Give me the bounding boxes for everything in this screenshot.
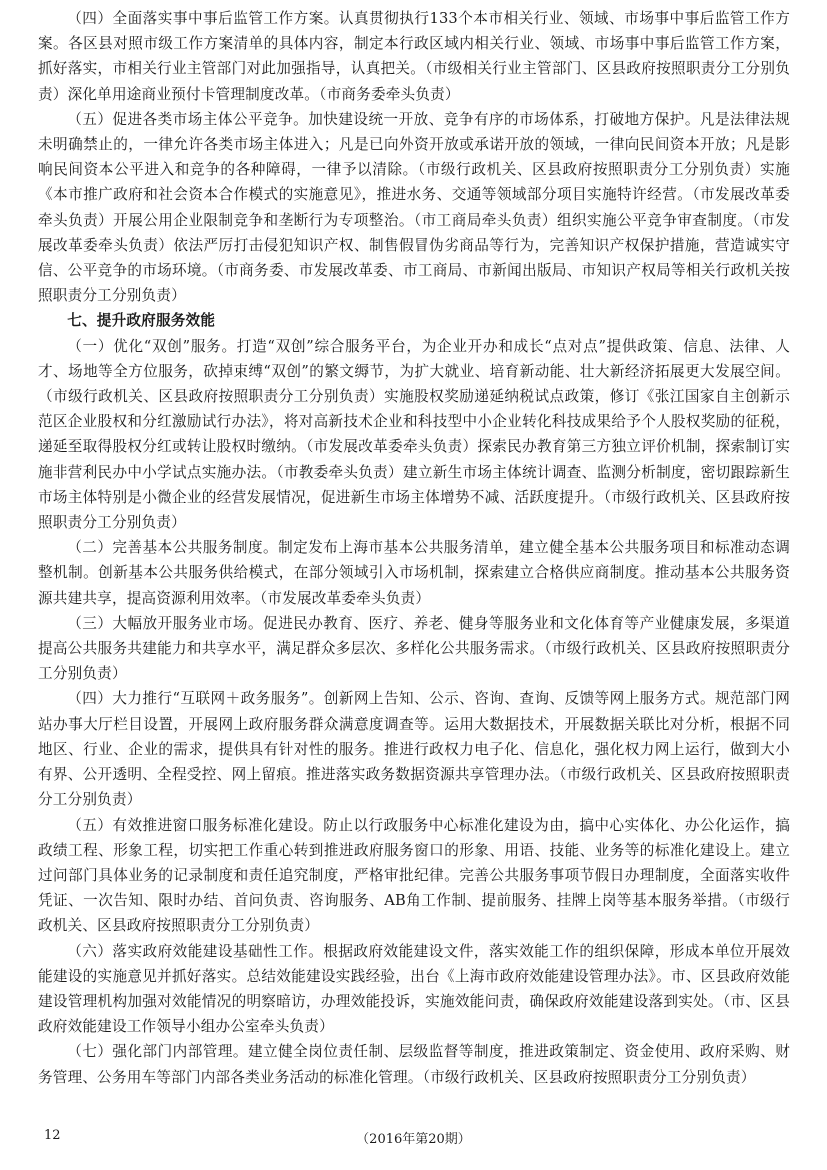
paragraph-internal-management: （七）强化部门内部管理。建立健全岗位责任制、层级监督等制度，推进政策制定、资金使用、政府采购、财务管理、公务用车等部门内部各类业务活动的标准化管理。（市级行政机关、区县政府按照职责分工分别负责） xyxy=(38,1043,790,1086)
document-page xyxy=(38,6,790,1090)
paragraph-public-service-system: （二）完善基本公共服务制度。制定发布上海市基本公共服务清单，建立健全基本公共服务项目和标准动态调整机制。创新基本公共服务供给模式，在部分领域引入市场机制，探索建立合格供应商制度。推动基本公共服务资源共建共享，提高资源利用效率。（市发展改革委牵头负责） xyxy=(38,539,790,607)
paragraph-internet-government: （四）大力推行“互联网＋政务服务”。创新网上告知、公示、咨询、查询、反馈等网上服务方式。规范部门网站办事大厅栏目设置，开展网上政府服务群众满意度调查等。运用大数据技术，开展数据关联比对分析，根据不同地区、行业、企业的需求，提供具有针对性的服务。推进行政权力电子化、信息化，强化权力网上运行，做到大小有界、公开透明、全程受控、网上留痕。推进落实政务数据资源共享管理办法。（市级行政机关、区县政府按照职责分工分别负责） xyxy=(38,690,790,809)
page-footer xyxy=(0,1128,827,1152)
paragraph-oversight-plan: （四）全面落实事中事后监管工作方案。认真贯彻执行133个本市相关行业、领域、市场事中事后监管工作方案。各区县对照市级工作方案清单的具体内容，制定本行政区域内相关行业、领域、市场事中事后监管工作方案，抓好落实，市相关行业主管部门对此加强指导，认真把关。（市级相关行业主管部门、区县政府按照职责分工分别负责）深化单用途商业预付卡管理制度改革。（市商务委牵头负责） xyxy=(38,10,790,103)
paragraph-entrepreneurship-service: （一）优化“双创”服务。打造“双创”综合服务平台，为企业开办和成长“点对点”提供政策、信息、法律、人才、场地等全方位服务，砍掉束缚“双创”的繁文缛节，为扩大就业、培育新动能、壮大新经济拓展更大发展空间。（市级行政机关、区县政府按照职责分工分别负责）实施股权奖励递延纳税试点政策，修订《张江国家自主创新示范区企业股权和分红激励试行办法》，将对高新技术企业和科技型中小企业转化科技成果给予个人股权奖励的征税，递延至取得股权分红或转让股权时缴纳。（市发展改革委牵头负责）探索民办教育第三方独立评价机制，探索制订实施非营利民办中小学试点实施办法。（市教委牵头负责）建立新生市场主体统计调查、监测分析制度，密切跟踪新生市场主体特别是小微企业的经营发展情况，促进新生市场主体增势不减、活跃度提升。（市级行政机关、区县政府按照职责分工分别负责） xyxy=(38,337,790,532)
paragraph-window-standardization: （五）有效推进窗口服务标准化建设。防止以行政服务中心标准化建设为由，搞中心实体化、办公化运作，搞政绩工程、形象工程，切实把工作重心转到推进政府服务窗口的形象、用语、技能、业务等的标准化建设上。建立过问部门具体业务的记录制度和责任追究制度，严格审批纪律。完善公共服务事项节假日办理制度，全面落实收件凭证、一次告知、限时办结、首问负责、咨询服务、AB角工作制、提前服务、挂牌上岗等基本服务举措。（市级行政机关、区县政府按照职责分工分别负责） xyxy=(38,816,790,935)
paragraph-service-market: （三）大幅放开服务业市场。促进民办教育、医疗、养老、健身等服务业和文化体育等产业健康发展，多渠道提高公共服务共建能力和共享水平，满足群众多层次、多样化公共服务需求。（市级行政机关、区县政府按照职责分工分别负责） xyxy=(38,614,790,683)
section-heading: 七、提升政府服务效能 xyxy=(67,312,216,330)
issue-label: （2016年第20期） xyxy=(356,1132,471,1147)
paragraph-fair-competition: （五）促进各类市场主体公平竞争。加快建设统一开放、竞争有序的市场体系，打破地方保护。凡是法律法规未明确禁止的，一律允许各类市场主体进入；凡是已向外资开放或承诺开放的领域，一律向民间资本开放；凡是影响民间资本公平进入和竞争的各种障碍，一律予以清除。（市级行政机关、区县政府按照职责分工分别负责）实施《本市推广政府和社会资本合作模式的实施意见》，推进水务、交通等领域部分项目实施特许经营。（市发展改革委牵头负责）开展公用企业限制竞争和垄断行为专项整治。（市工商局牵头负责）组织实施公平竞争审查制度。（市发展改革委牵头负责）依法严厉打击侵犯知识产权、制售假冒伪劣商品等行为，完善知识产权保护措施，营造诚实守信、公平竞争的市场环境。（市商务委、市发展改革委、市工商局、市新闻出版局、市知识产权局等相关行政机关按照职责分工分别负责） xyxy=(38,110,790,305)
page-number: 12 xyxy=(44,1128,61,1143)
paragraph-efficiency-foundation: （六）落实政府效能建设基础性工作。根据政府效能建设文件，落实效能工作的组织保障，形成本单位开展效能建设的实施意见并抓好落实。总结效能建设实践经验，出台《上海市政府效能建设管理办法》。市、区县政府效能建设管理机构加强对效能情况的明察暗访，办理效能投诉，实施效能问责，确保政府效能建设落到实处。（市、区县政府效能建设工作领导小组办公室牵头负责） xyxy=(38,942,790,1036)
